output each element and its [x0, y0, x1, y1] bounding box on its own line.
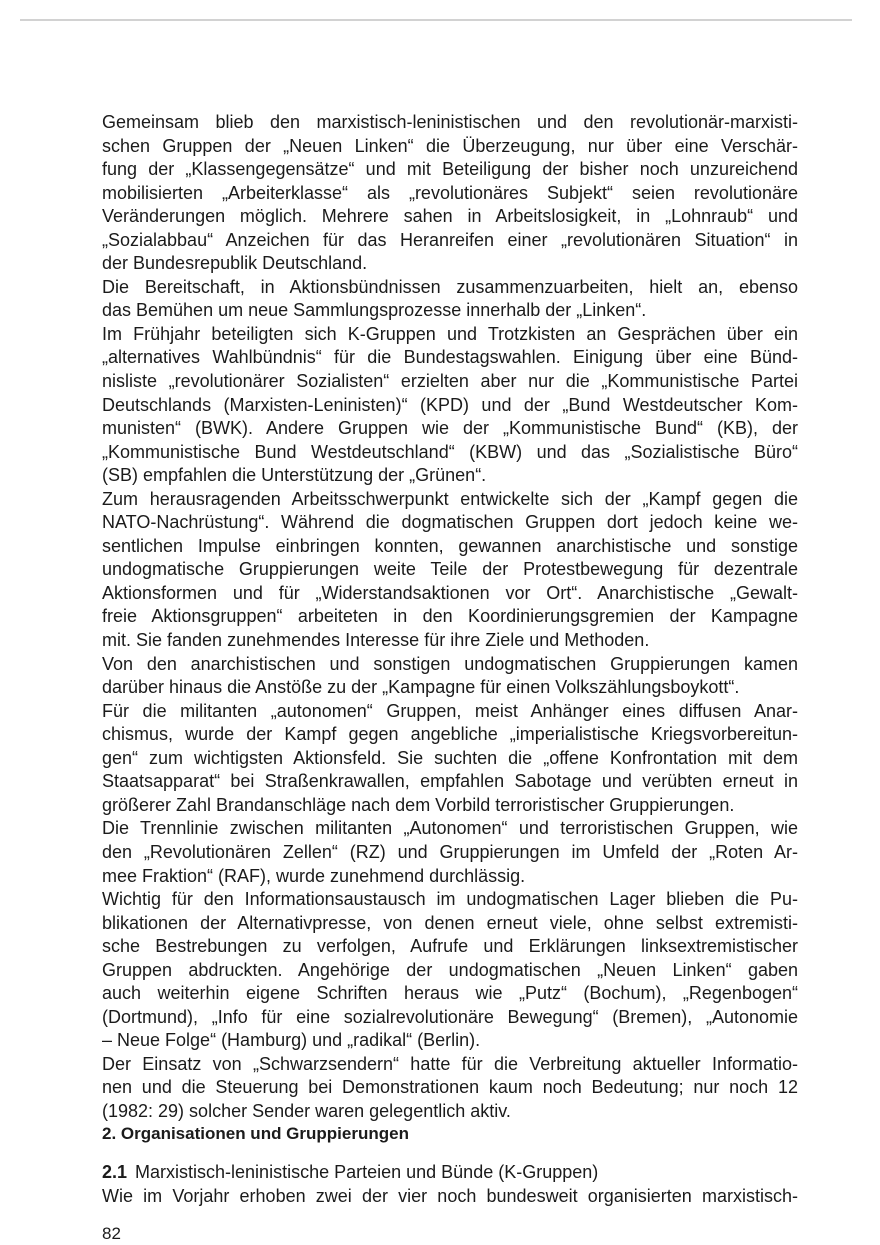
text-line: Der Einsatz von „Schwarzsendern“ hatte für die Verbreitung aktueller Informatio- — [102, 1053, 798, 1074]
text-line: den „Revolutionären Zellen“ (RZ) und Gruppierungen im Umfeld der „Roten Ar- — [102, 841, 798, 862]
text-line: nen und die Steuerung bei Demonstrationen kaum noch Bedeutung; nur noch 12 — [102, 1077, 798, 1098]
text-line: Die Bereitschaft, in Aktionsbündnissen zusammenzuarbeiten, hielt an, ebenso — [102, 276, 798, 297]
text-line: fung der „Klassengegensätze“ und mit Beteiligung der bisher noch unzureichend — [102, 159, 798, 180]
text-line: „alternatives Wahlbündnis“ für die Bundestagswahlen. Einigung über eine Bünd- — [102, 347, 798, 368]
text-line: Staatsapparat“ bei Straßenkrawallen, empfahlen Sabotage und verübten erneut in — [102, 771, 798, 792]
text-line: sche Bestrebungen zu verfolgen, Aufrufe und Erklärungen linksextremistischer — [102, 936, 798, 957]
top-rule — [20, 19, 852, 21]
text-line: (SB) empfahlen die Unterstützung der „Grünen“. — [102, 465, 487, 486]
text-line: mee Fraktion“ (RAF), wurde zunehmend durchlässig. — [102, 865, 526, 886]
subsection-number: 2.1 — [102, 1162, 128, 1182]
text-line: „Sozialabbau“ Anzeichen für das Heranreifen einer „revolutionären Situation“ in — [102, 229, 798, 250]
continuation-line: Wie im Vorjahr erhoben zwei der vier noch bundesweit organisierten marxistisch- — [102, 1186, 798, 1206]
body-text — [102, 111, 798, 1124]
subsection-heading — [102, 1161, 798, 1185]
text-line: NATO-Nachrüstung“. Während die dogmatischen Gruppen dort jedoch keine we- — [102, 512, 798, 533]
text-line: Die Trennlinie zwischen militanten „Autonomen“ und terroristischen Gruppen, wie — [102, 818, 798, 839]
text-line: sentlichen Impulse einbringen konnten, gewannen anarchistische und sonstige — [102, 535, 798, 556]
text-line: nisliste „revolutionärer Sozialisten“ erzielten aber nur die „Kommunistische Partei — [102, 371, 798, 392]
text-line: mobilisierten „Arbeiterklasse“ als „revolutionäres Subjekt“ seien revolutionäre — [102, 182, 798, 203]
text-line: Im Frühjahr beteiligten sich K-Gruppen und Trotzkisten an Gesprächen über ein — [102, 323, 798, 344]
text-line: undogmatische Gruppierungen weite Teile der Protestbewegung für dezentrale — [102, 559, 798, 580]
text-line: Deutschlands (Marxisten-Leninisten)“ (KPD) und der „Bund Westdeutscher Kom- — [102, 394, 798, 415]
text-line: freie Aktionsgruppen“ arbeiteten in den Koordinierungsgremien der Kampagne — [102, 606, 798, 627]
text-line: Gruppen abdruckten. Angehörige der undogmatischen „Neuen Linken“ gaben — [102, 959, 798, 980]
text-line: gen“ zum wichtigsten Aktionsfeld. Sie suchten die „offene Konfrontation mit dem — [102, 747, 798, 768]
text-line: schen Gruppen der „Neuen Linken“ die Überzeugung, nur über eine Verschär- — [102, 135, 798, 156]
text-line: Von den anarchistischen und sonstigen undogmatischen Gruppierungen kamen — [102, 653, 798, 674]
text-line: – Neue Folge“ (Hamburg) und „radikal“ (Berlin). — [102, 1030, 481, 1051]
text-line: Für die militanten „autonomen“ Gruppen, meist Anhänger eines diffusen Anar- — [102, 700, 798, 721]
text-line: größerer Zahl Brandanschläge nach dem Vorbild terroristischer Gruppierungen. — [102, 794, 735, 815]
text-line: „Kommunistische Bund Westdeutschland“ (KBW) und das „Sozialistische Büro“ — [102, 441, 798, 462]
text-line: munisten“ (BWK). Andere Gruppen wie der „Kommunistische Bund“ (KB), der — [102, 418, 798, 439]
text-line: (Dortmund), „Info für eine sozialrevolutionäre Bewegung“ (Bremen), „Autonomie — [102, 1006, 798, 1027]
text-line: Veränderungen möglich. Mehrere sahen in Arbeitslosigkeit, in „Lohnraub“ und — [102, 206, 798, 227]
subsection-title: Marxistisch-leninistische Parteien und Bünde (K-Gruppen) — [135, 1162, 599, 1182]
page-number: 82 — [102, 1224, 121, 1243]
text-line: Wichtig für den Informationsaustausch im undogmatischen Lager blieben die Pu- — [102, 889, 798, 910]
text-line: mit. Sie fanden zunehmendes Interesse für ihre Ziele und Methoden. — [102, 630, 650, 651]
section-heading: 2. Organisationen und Gruppierungen — [102, 1124, 409, 1143]
text-line: Gemeinsam blieb den marxistisch-leninistischen und den revolutionär-marxisti- — [102, 112, 798, 132]
text-line: chismus, wurde der Kampf gegen angebliche „imperialistische Kriegsvorbereitun- — [102, 724, 798, 745]
text-line: blikationen der Alternativpresse, von denen erneut viele, ohne selbst extremisti- — [102, 912, 798, 933]
text-line: Zum herausragenden Arbeitsschwerpunkt entwickelte sich der „Kampf gegen die — [102, 488, 798, 509]
text-line: das Bemühen um neue Sammlungsprozesse innerhalb der „Linken“. — [102, 300, 647, 321]
text-line: darüber hinaus die Anstöße zu der „Kampagne für einen Volkszählungsboykott“. — [102, 677, 740, 698]
text-line: Aktionsformen und für „Widerstandsaktionen vor Ort“. Anarchistische „Gewalt- — [102, 582, 798, 603]
text-line: (1982: 29) solcher Sender waren gelegentlich aktiv. — [102, 1100, 511, 1121]
text-line: auch weiterhin eigene Schriften heraus wie „Putz“ (Bochum), „Regenbogen“ — [102, 983, 798, 1004]
text-line: der Bundesrepublik Deutschland. — [102, 253, 368, 274]
